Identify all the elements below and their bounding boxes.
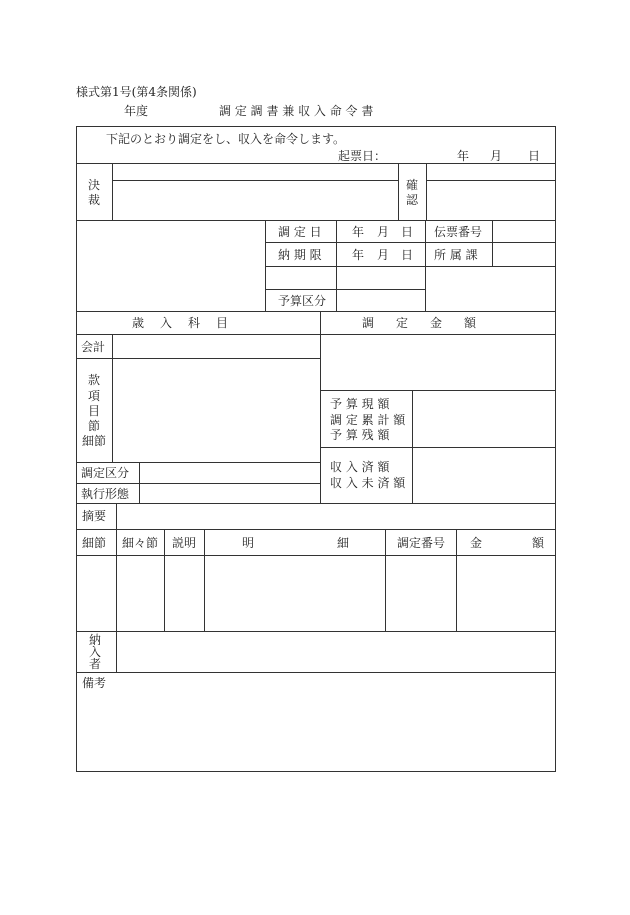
assess-cat-label: 調定区分 [81, 466, 130, 480]
due-day: 日 [401, 248, 414, 262]
rule-approval-bottom [76, 220, 556, 221]
rule-info-3 [265, 289, 425, 290]
rule-v-budget [412, 390, 413, 503]
rule-v-decision [112, 163, 113, 220]
due-year: 年 [352, 248, 365, 262]
rule-v-detail-2 [204, 529, 205, 631]
form-frame [76, 126, 556, 772]
rule-v-confirm-right [426, 163, 427, 220]
moku-label: 目 [88, 404, 101, 418]
unreceived-label: 収 入 未 済 額 [330, 476, 406, 490]
budget-cat-label: 予算区分 [278, 294, 327, 308]
rule-payer-bottom [76, 672, 556, 673]
remarks-label: 備考 [82, 676, 107, 690]
rule-v-detail-1 [164, 529, 165, 631]
rule-assess-cat-bottom [76, 483, 320, 484]
issue-year: 年 [457, 149, 470, 163]
setsu-label: 節 [88, 419, 101, 433]
rule-v-info-right [425, 220, 426, 311]
rule-confirm-mid [426, 180, 556, 181]
detail-explain-header: 説明 [172, 536, 197, 550]
rule-budget-bottom [320, 447, 556, 448]
detail-kin-header: 金 [470, 536, 483, 550]
budget-cumulative-label: 調 定 累 計 額 [330, 413, 406, 427]
assess-month: 月 [377, 225, 390, 239]
rule-v-confirm-left [398, 163, 399, 220]
detail-mei-header: 明 [242, 536, 255, 550]
rule-v-info-left [265, 220, 266, 311]
assess-date-label: 調 定 日 [278, 225, 322, 239]
decision-label: 決裁 [87, 178, 100, 207]
rule-v-summary [116, 503, 117, 672]
detail-gaku-header: 額 [532, 536, 545, 550]
assess-day: 日 [401, 225, 414, 239]
rule-v-info-mid [336, 220, 337, 311]
kan-label: 款 [88, 373, 101, 387]
rule-info-2 [265, 266, 556, 267]
rule-v-assess-cat [139, 462, 140, 503]
exec-form-label: 執行形態 [81, 487, 130, 501]
revenue-item-header: 歳 入 科 目 [132, 316, 231, 330]
detail-assess-no-header: 調定番号 [397, 536, 446, 550]
saisetsu-label: 細節 [82, 434, 107, 448]
issue-day: 日 [528, 149, 541, 163]
payer-char-3: 者 [89, 657, 102, 671]
assess-amount-header: 調 定 金 額 [362, 316, 482, 330]
rule-v-account [112, 334, 113, 462]
payer-char-2: 入 [89, 645, 102, 659]
slip-no-label: 伝票番号 [434, 225, 483, 239]
received-label: 収 入 済 額 [330, 460, 390, 474]
rule-v-section-split [320, 311, 321, 503]
rule-info-bottom [76, 311, 556, 312]
budget-current-label: 予 算 現 額 [330, 397, 390, 411]
detail-saisai-header: 細々節 [122, 536, 159, 550]
rule-exec-bottom [76, 503, 556, 504]
rule-v-slip [492, 220, 493, 266]
rule-v-detail-4 [456, 529, 457, 631]
confirm-label: 確認 [405, 178, 418, 207]
rule-intro-bottom [76, 163, 556, 164]
issue-month: 月 [490, 149, 503, 163]
account-label: 会計 [81, 340, 106, 354]
due-date-label: 納 期 限 [278, 248, 322, 262]
issue-date-label: 起票日： [338, 149, 387, 163]
form-title: 調 定 調 書 兼 収 入 命 令 書 [219, 104, 374, 118]
summary-label: 摘要 [82, 509, 107, 523]
rule-v-detail-3 [385, 529, 386, 631]
rule-item-bottom [76, 462, 320, 463]
form-number: 様式第1号(第4条関係) [76, 85, 197, 99]
payer-char-1: 納 [89, 633, 102, 647]
rule-decision-mid [112, 180, 398, 181]
rule-info-1 [265, 242, 556, 243]
rule-detail-bottom [76, 631, 556, 632]
fiscal-year-label: 年度 [124, 104, 149, 118]
rule-section-header-bottom [76, 334, 556, 335]
detail-saisetsu-header: 細節 [82, 536, 107, 550]
due-month: 月 [377, 248, 390, 262]
rule-summary-bottom [76, 529, 556, 530]
budget-remaining-label: 予 算 残 額 [330, 428, 390, 442]
rule-detail-header-bottom [76, 555, 556, 556]
intro-text: 下記のとおり調定をし、収入を命令します。 [106, 132, 346, 146]
detail-sai-header: 細 [337, 536, 350, 550]
dept-label: 所 属 課 [434, 248, 478, 262]
assess-year: 年 [352, 225, 365, 239]
kou-label: 項 [88, 389, 101, 403]
rule-amount-top [320, 390, 556, 391]
